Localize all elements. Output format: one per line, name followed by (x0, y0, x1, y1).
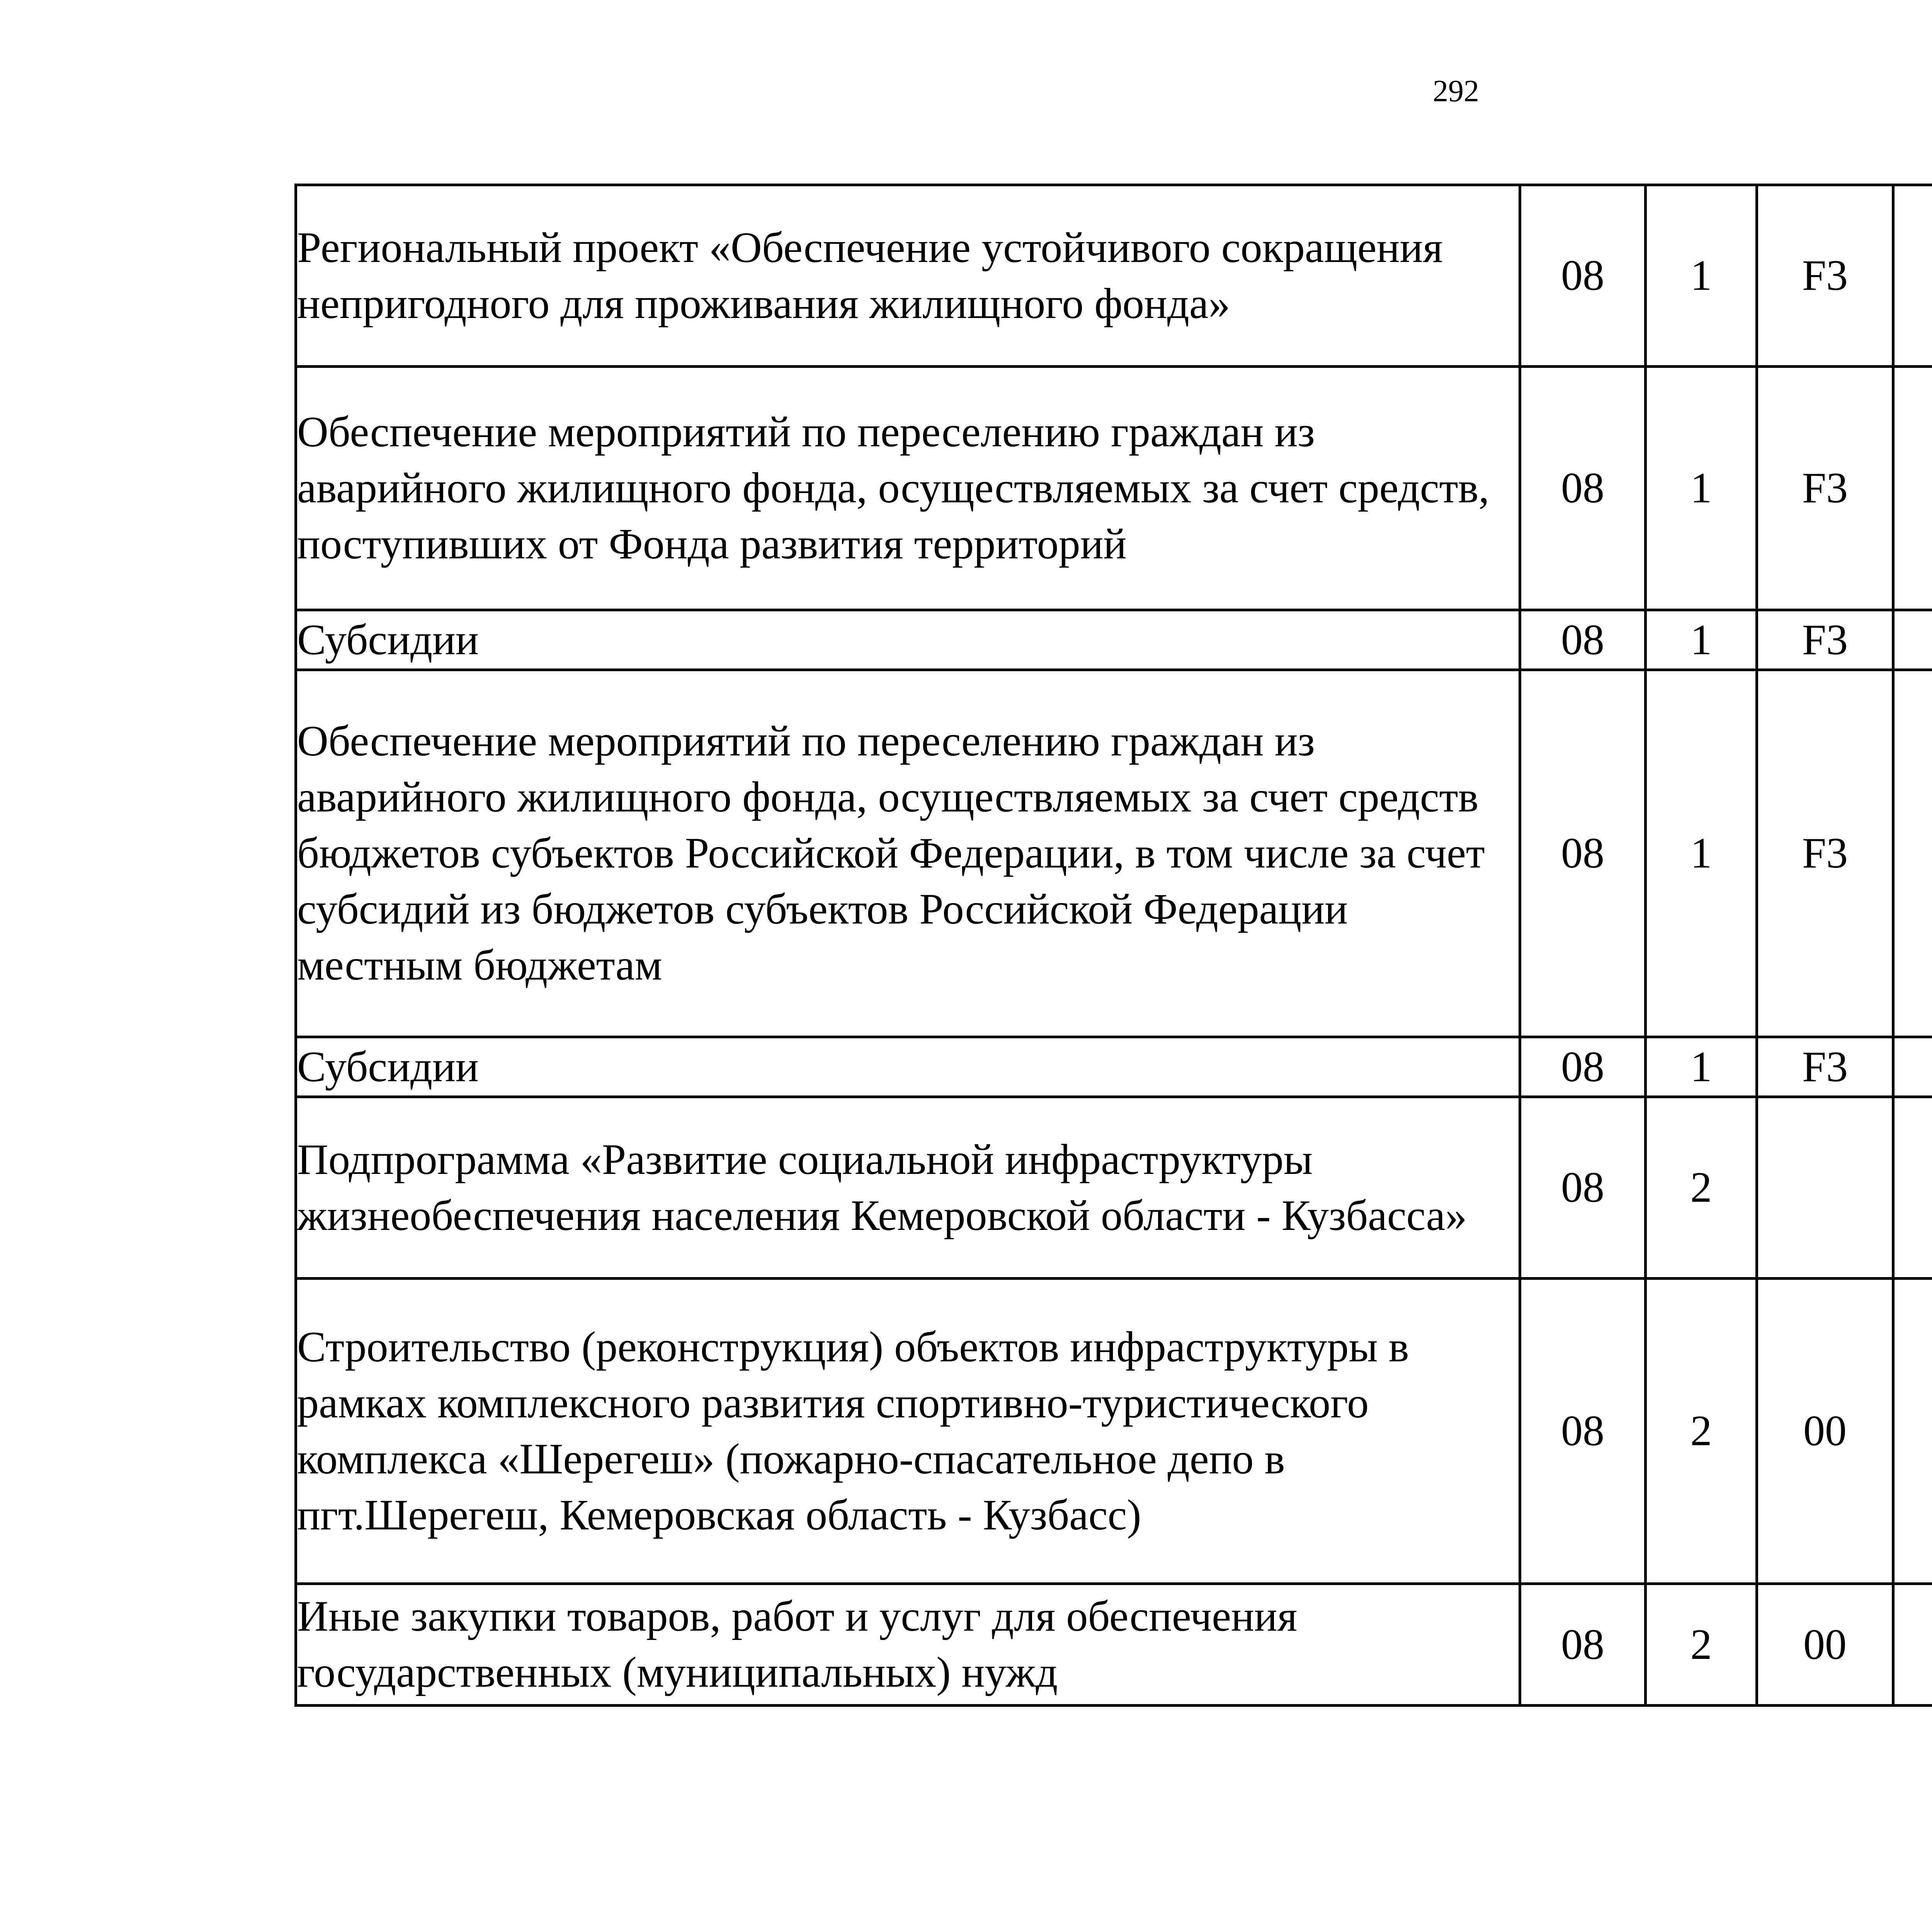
row-name-cell: Строительство (реконструкция) объектов инфраструктуры в рамках комплексного развития спортивно-туристического комплекса «Шерегеш» (пожарно-спасательное депо в пгт.Шерегеш, Кемеровская область - Кузбасс) (296, 1279, 1520, 1584)
row-name-cell: Иные закупки товаров, работ и услуг для обеспечения государственных (муниципальных) нужд (296, 1584, 1520, 1706)
row-name-cell: Региональный проект «Обеспечение устойчивого сокращения непригодного для проживания жилищного фонда» (296, 185, 1520, 367)
program-code-cell: 1 (1646, 610, 1757, 670)
section-code-cell: 08 (1520, 1097, 1646, 1279)
program-code-cell: 1 (1646, 1037, 1757, 1097)
project-code-cell: 00 (1757, 1279, 1893, 1584)
section-code-cell: 08 (1520, 610, 1646, 670)
direction-code-cell (1893, 1037, 1932, 1097)
project-code-cell: F3 (1757, 670, 1893, 1037)
project-code-cell: 00 (1757, 1584, 1893, 1706)
direction-code-cell (1893, 670, 1932, 1037)
row-name-cell: Субсидии (296, 1037, 1520, 1097)
section-code-cell: 08 (1520, 1584, 1646, 1706)
project-code-cell: F3 (1757, 185, 1893, 367)
row-name-cell: Обеспечение мероприятий по переселению граждан из аварийного жилищного фонда, осуществляемых за счет средств, поступивших от Фонда развития территорий (296, 367, 1520, 610)
direction-code-cell (1893, 1279, 1932, 1584)
table-row (296, 670, 1932, 1037)
program-code-cell: 1 (1646, 670, 1757, 1037)
table-row (296, 1037, 1932, 1097)
program-code-cell: 1 (1646, 367, 1757, 610)
row-name-cell: Обеспечение мероприятий по переселению граждан из аварийного жилищного фонда, осуществляемых за счет средств бюджетов субъектов Российской Федерации, в том числе за счет субсидий из бюджетов субъектов Российской Федерации местным бюджетам (296, 670, 1520, 1037)
page-number: 292 (1433, 74, 1479, 108)
program-code-cell: 1 (1646, 185, 1757, 367)
table-row (296, 367, 1932, 610)
program-code-cell: 2 (1646, 1584, 1757, 1706)
section-code-cell: 08 (1520, 1279, 1646, 1584)
section-code-cell: 08 (1520, 1037, 1646, 1097)
table-row (296, 1097, 1932, 1279)
table-row (296, 1279, 1932, 1584)
section-code-cell: 08 (1520, 670, 1646, 1037)
project-code-cell: F3 (1757, 610, 1893, 670)
program-code-cell: 2 (1646, 1097, 1757, 1279)
section-code-cell: 08 (1520, 185, 1646, 367)
direction-code-cell (1893, 1097, 1932, 1279)
budget-table (294, 184, 1932, 1707)
project-code-cell: F3 (1757, 367, 1893, 610)
table-row (296, 185, 1932, 367)
direction-code-cell (1893, 185, 1932, 367)
row-name-cell: Подпрограмма «Развитие социальной инфраструктуры жизнеобеспечения населения Кемеровской области - Кузбасса» (296, 1097, 1520, 1279)
row-name-cell: Субсидии (296, 610, 1520, 670)
project-code-cell: F3 (1757, 1037, 1893, 1097)
program-code-cell: 2 (1646, 1279, 1757, 1584)
table-row (296, 1584, 1932, 1706)
direction-code-cell (1893, 610, 1932, 670)
project-code-cell (1757, 1097, 1893, 1279)
direction-code-cell (1893, 1584, 1932, 1706)
section-code-cell: 08 (1520, 367, 1646, 610)
table-row (296, 610, 1932, 670)
direction-code-cell (1893, 367, 1932, 610)
